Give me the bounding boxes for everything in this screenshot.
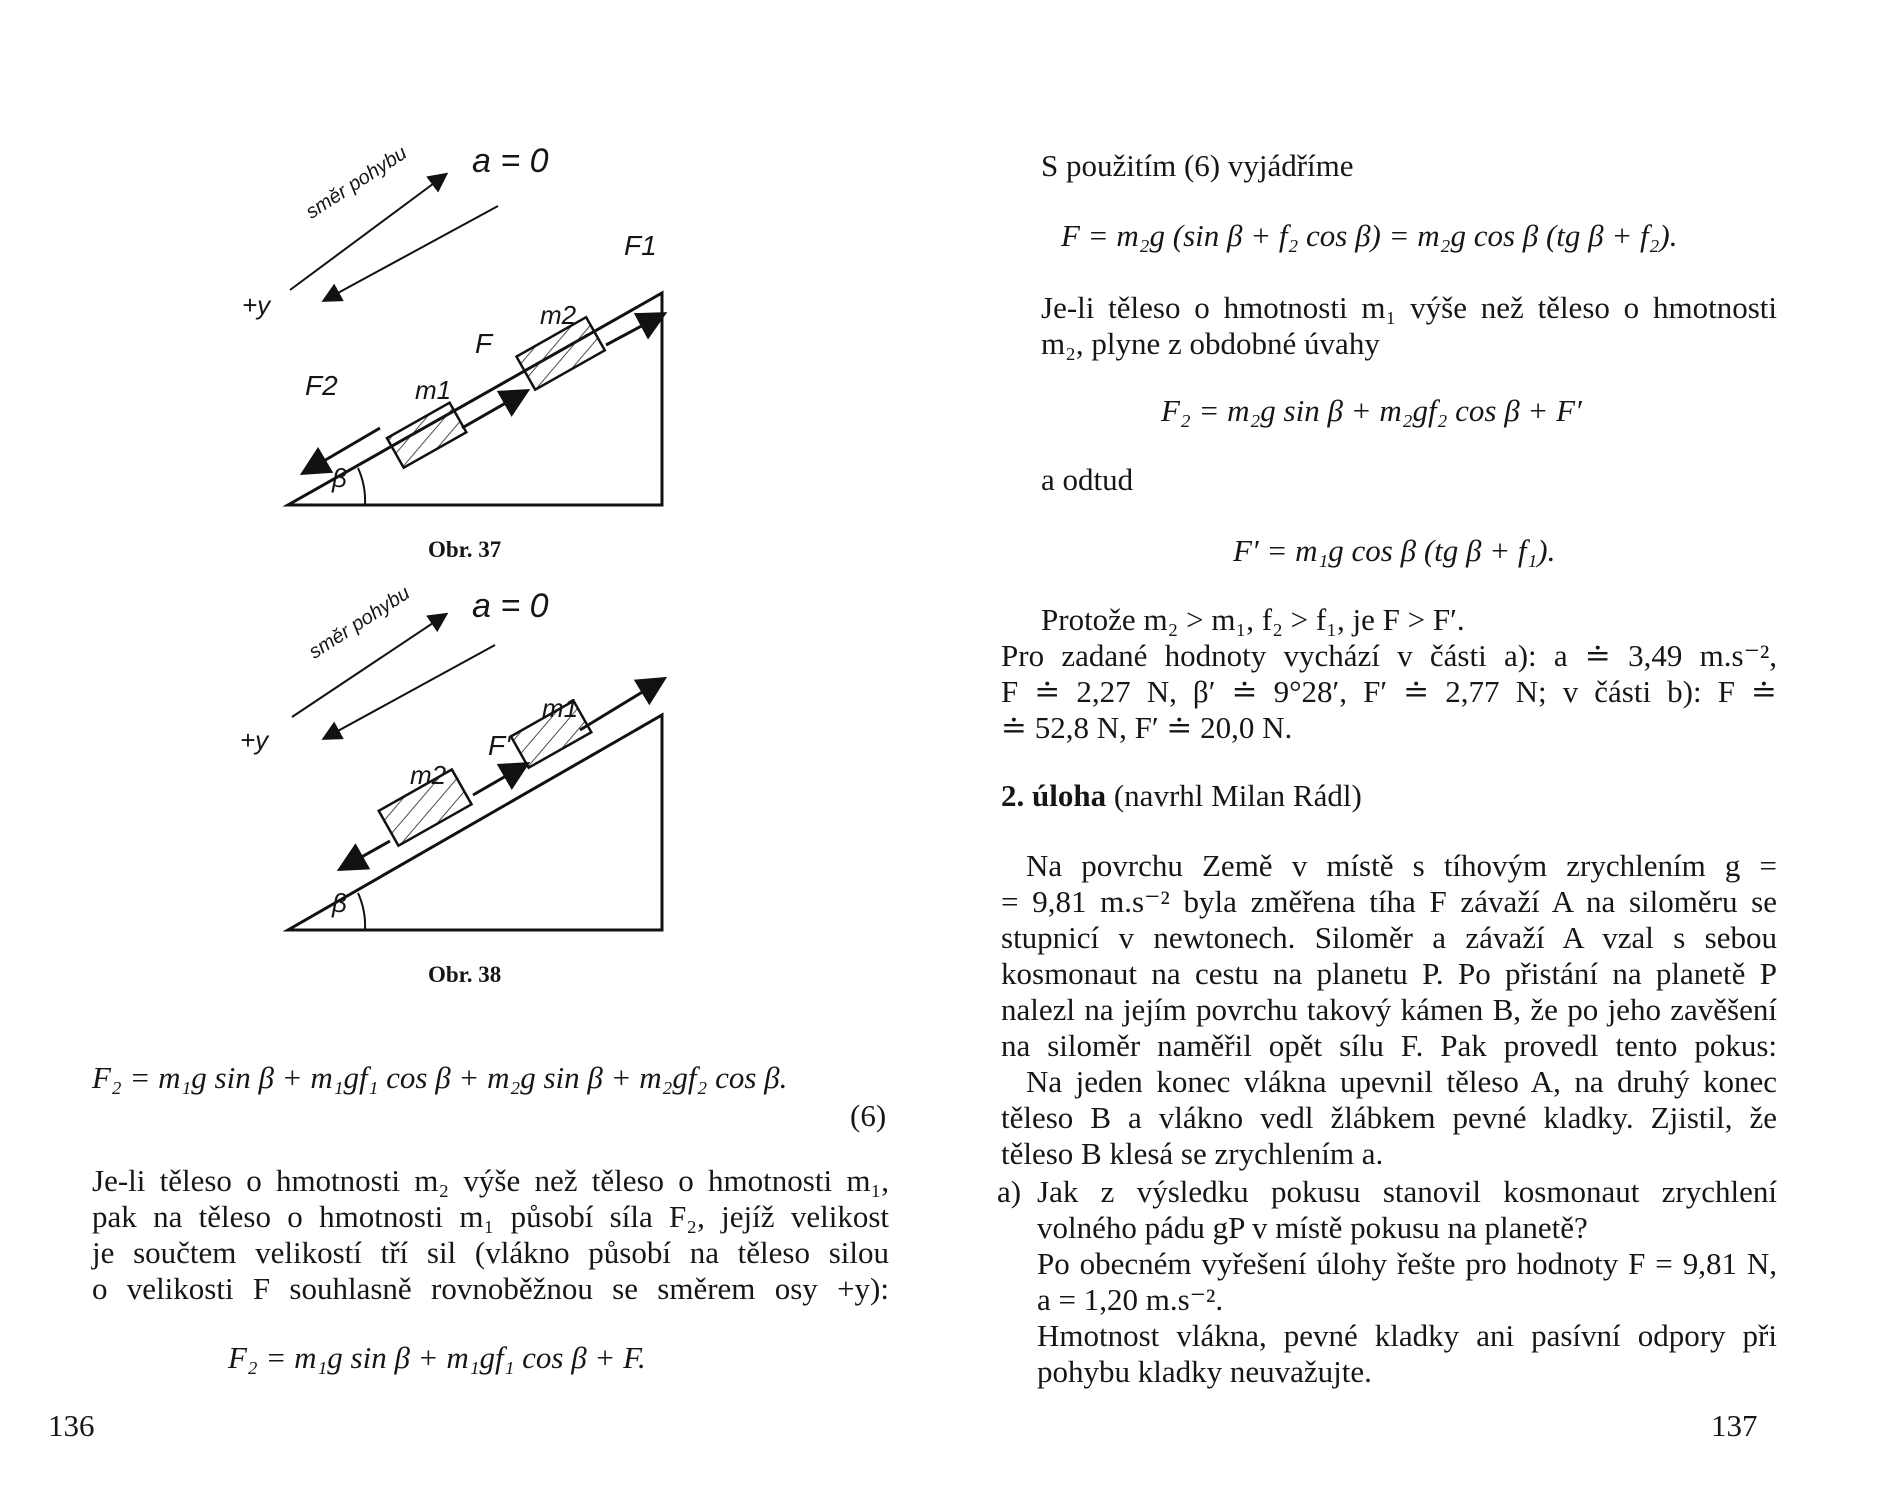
equation-F-prime: F′ = m₁g cos β (tg β + f₁). xyxy=(1233,533,1556,568)
and-thus-text: a odtud xyxy=(1041,462,1134,497)
axis-label: +y xyxy=(242,290,271,320)
arrow-lower xyxy=(342,841,390,868)
task-line: = 9,81 m.s⁻² byla změřena tíha F závaží A na siloměru se xyxy=(1001,884,1777,919)
task-heading-number: 2. úloha xyxy=(1001,778,1107,813)
question-line: Jak z výsledku pokusu stanovil kosmonaut zrychlení xyxy=(1037,1174,1777,1209)
mass-label-m1: m1 xyxy=(415,375,452,405)
paragraph-line: o velikosti F souhlasně rovnoběžnou se směrem osy +y): xyxy=(92,1271,889,1306)
mass-label-m2: m2 xyxy=(540,300,577,330)
result-line: ≐ 52,8 N, F′ ≐ 20,0 N. xyxy=(1001,710,1293,745)
paragraph-line: pak na těleso o hmotnosti m₁ působí síla F₂, jejíž velikost xyxy=(92,1199,889,1234)
task-line: na siloměr naměřil opět sílu F. Pak provedl tento pokus: xyxy=(1001,1028,1777,1063)
question-line: Po obecném vyřešení úlohy řešte pro hodnoty F = 9,81 N, xyxy=(1037,1246,1777,1281)
page-number: 136 xyxy=(48,1408,95,1443)
paragraph-line: je součtem velikostí tří sil (vlákno působí na těleso silou xyxy=(92,1235,889,1270)
axis-label: +y xyxy=(240,725,269,755)
result-line: Pro zadané hodnoty vychází v části a): a ≐ 3,49 m.s⁻², xyxy=(1001,638,1777,673)
paragraph-line: m₂, plyne z obdobné úvahy xyxy=(1041,326,1380,361)
right-page xyxy=(939,0,1878,1501)
angle-label: β xyxy=(332,888,347,918)
axis-arrow xyxy=(325,645,495,738)
angle-arc xyxy=(358,893,365,930)
task-line: kosmonaut na cestu na planetu P. Po přistání na planetě P xyxy=(1001,956,1777,991)
question-marker: a) xyxy=(997,1174,1022,1209)
accel-label: a = 0 xyxy=(472,587,549,625)
task-line: stupnicí v newtonech. Siloměr a závaží A vzal s sebou xyxy=(1001,920,1777,955)
force-label-F2: F2 xyxy=(305,370,338,401)
force-label-F-prime: F' xyxy=(488,730,511,761)
paragraph-line: Je-li těleso o hmotnosti m₁ výše než těleso o hmotnosti xyxy=(1041,290,1777,325)
axis-arrow xyxy=(325,206,498,300)
question-line: pohybu kladky neuvažujte. xyxy=(1037,1354,1372,1389)
arrow-F-prime xyxy=(473,765,525,795)
equation-F2: F₂ = m₂g sin β + m₂gf₂ cos β + F′ xyxy=(1161,393,1582,428)
figure-37 xyxy=(242,142,690,530)
result-line: Protože m₂ > m₁, f₂ > f₁, je F > F′. xyxy=(1041,602,1465,637)
task-line: Na povrchu Země v místě s tíhovým zrychlením g = xyxy=(1026,848,1777,883)
caption-figure-38: Obr. 38 xyxy=(428,962,502,987)
page-number: 137 xyxy=(1711,1408,1758,1443)
final-equation: F₂ = m₁g sin β + m₁gf₁ cos β + F. xyxy=(228,1340,646,1375)
question-line: a = 1,20 m.s⁻². xyxy=(1037,1282,1224,1317)
block-m1 xyxy=(387,403,466,468)
angle-label: β xyxy=(332,463,347,493)
task-line: těleso B klesá se zrychlením a. xyxy=(1001,1136,1384,1171)
force-label-F1: F1 xyxy=(624,230,657,261)
task-line: Na jeden konec vlákna upevnil těleso A, na druhý konec xyxy=(1026,1064,1777,1099)
equation-6: F₂ = m₁g sin β + m₁gf₁ cos β + m₂g sin β + m₂gf₂ cos β. xyxy=(92,1060,788,1095)
task-line: nalezl na jejím povrchu takový kámen B, že po jeho zavěšení xyxy=(1001,992,1777,1027)
question-line: volného pádu gP v místě pokusu na planetě? xyxy=(1037,1210,1588,1245)
task-line: těleso B a vlákno vedl žlábkem pevné kladky. Zjistil, že xyxy=(1001,1100,1777,1135)
arrow-F xyxy=(462,392,525,428)
accel-label: a = 0 xyxy=(472,142,549,180)
direction-arrow xyxy=(290,175,445,290)
equation-F: F = m₂g (sin β + f₂ cos β) = m₂g cos β (tg β + f₂). xyxy=(1061,218,1678,253)
question-line: Hmotnost vlákna, pevné kladky ani pasívní odpory při xyxy=(1037,1318,1777,1353)
intro-text: S použitím (6) vyjádříme xyxy=(1041,148,1354,183)
equation-6-number: (6) xyxy=(850,1098,887,1133)
force-label-F: F xyxy=(475,328,493,359)
caption-figure-37: Obr. 37 xyxy=(428,537,502,562)
mass-label-m2: m2 xyxy=(410,760,447,790)
mass-label-m1: m1 xyxy=(542,693,579,723)
paragraph-line: Je-li těleso o hmotnosti m₂ výše než těleso o hmotnosti m₁, xyxy=(92,1163,889,1198)
figure-38 xyxy=(240,582,690,955)
angle-arc xyxy=(358,468,365,505)
direction-label: směr pohybu xyxy=(305,582,414,664)
direction-label: směr pohybu xyxy=(302,142,411,224)
result-line: F ≐ 2,27 N, β′ ≐ 9°28′, F′ ≐ 2,77 N; v části b): F ≐ xyxy=(1001,674,1777,709)
task-heading-author: (navrhl Milan Rádl) xyxy=(1106,778,1362,813)
task-heading xyxy=(1001,778,1362,814)
